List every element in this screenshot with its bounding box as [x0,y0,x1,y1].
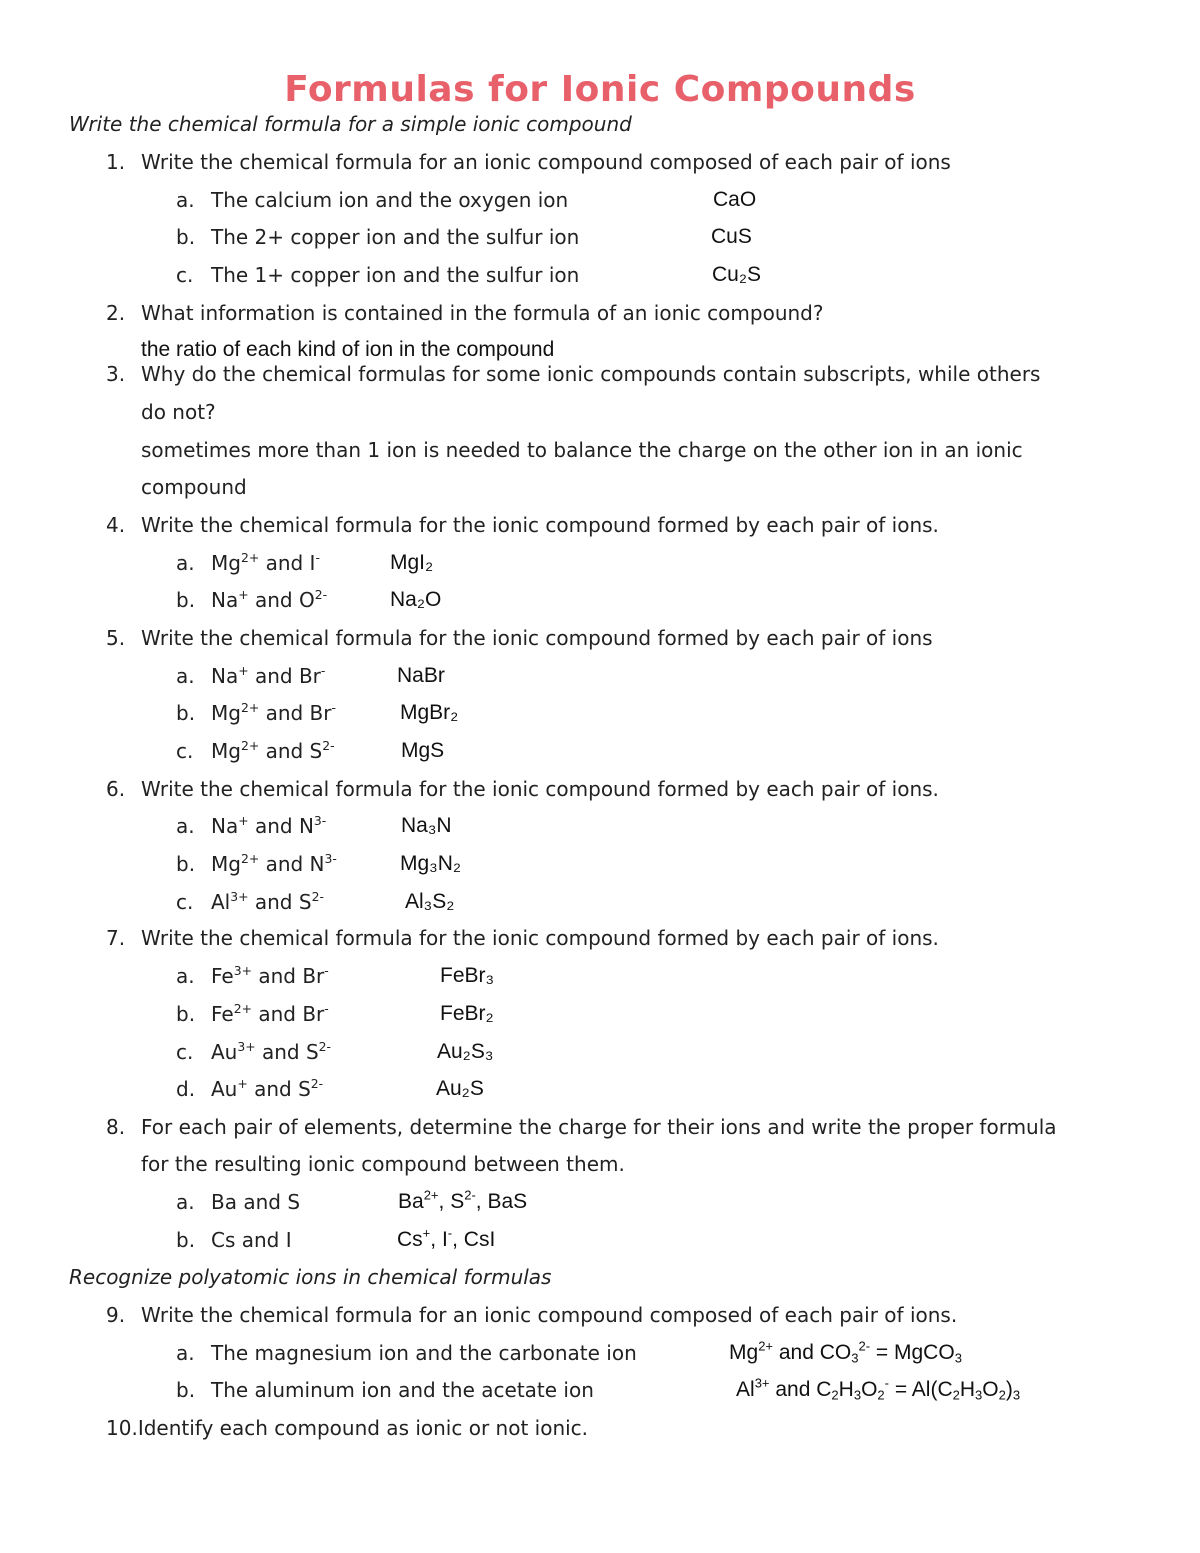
q7-item-c-prompt: $Au^{3+}$ and $S^{2-}$ [211,1038,332,1064]
q6-item-b-answer: Mg₃N₂ [400,852,462,875]
q5-item-c-answer: MgS [401,739,445,762]
q8-item-a-prompt: Ba and S [211,1190,301,1214]
q4-item-b-answer: Na₂O [390,588,442,611]
q4-item-a-answer: MgI₂ [390,551,434,574]
q6-item-a-prompt: Na+ and $N^{3-}$ [211,812,327,838]
question-2-answer: the ratio of each kind of ion in the compound [141,338,555,361]
q9-item-a-letter: a. [176,1341,195,1365]
q6-item-a-answer: Na₃N [401,814,452,837]
q4-item-a-prompt: $Mg^{2+}$ and I- [211,549,320,575]
q5-item-c-letter: c. [176,739,194,763]
q1-item-a-answer: CaO [713,188,757,211]
q7-item-d-letter: d. [176,1077,196,1101]
question-5-text: Write the chemical formula for the ionic compound formed by each pair of ions [141,626,933,650]
q8-item-b-letter: b. [176,1228,196,1252]
question-3-answer-line2: compound [141,475,247,499]
q9-item-a-prompt: The magnesium ion and the carbonate ion [211,1341,637,1365]
q1-item-c-letter: c. [176,263,194,287]
section-heading-polyatomic: Recognize polyatomic ions in chemical formulas [69,1265,552,1289]
q9-item-b-answer: $Al^{3+}$ and $C_2H_3O_2^- = Al(C_2H_3O_2)_3$ [736,1375,1021,1403]
q7-item-b-answer: FeBr₂ [440,1002,494,1025]
q7-item-d-prompt: Au+ and $S^{2-}$ [211,1075,324,1101]
q5-item-a-letter: a. [176,664,195,688]
q1-item-a-prompt: The calcium ion and the oxygen ion [211,188,569,212]
question-number-10: 10. [106,1416,138,1440]
q1-item-b-prompt: The 2+ copper ion and the sulfur ion [211,225,580,249]
q7-item-c-answer: Au₂S₃ [437,1040,494,1063]
question-number-6: 6. [106,777,126,801]
q4-item-b-prompt: Na+ and $O^{2-}$ [211,586,328,612]
q7-item-d-answer: Au₂S [436,1077,484,1100]
q1-item-b-answer: CuS [711,225,752,248]
q1-item-a-letter: a. [176,188,195,212]
q7-item-a-answer: FeBr₃ [440,964,495,987]
question-number-8: 8. [106,1115,126,1139]
page-title: Formulas for Ionic Compounds [284,69,916,110]
q5-item-b-answer: MgBr₂ [400,701,459,724]
q8-item-a-letter: a. [176,1190,195,1214]
q8-item-b-answer: Cs+, I-, CsI [397,1225,496,1251]
q6-item-b-prompt: $Mg^{2+}$ and $N^{3-}$ [211,850,337,876]
q7-item-a-prompt: $Fe^{3+}$ and Br- [211,962,329,988]
q1-item-b-letter: b. [176,225,196,249]
question-number-1: 1. [106,150,126,174]
q5-item-b-prompt: $Mg^{2+}$ and Br- [211,699,336,725]
question-8-text-line1: For each pair of elements, determine the charge for their ions and write the proper formula [141,1115,1057,1139]
q9-item-a-answer: $Mg^{2+}$ and $CO_3^{2-}$ = MgCO$_3$ [729,1338,962,1366]
question-number-9: 9. [106,1303,126,1327]
question-1-text: Write the chemical formula for an ionic compound composed of each pair of ions [141,150,951,174]
question-3-text-line2: do not? [141,400,216,424]
question-2-text: What information is contained in the formula of an ionic compound? [141,301,824,325]
q5-item-a-prompt: Na+ and Br- [211,662,326,688]
question-6-text: Write the chemical formula for the ionic compound formed by each pair of ions. [141,777,939,801]
q9-item-b-letter: b. [176,1378,196,1402]
question-number-4: 4. [106,513,126,537]
q7-item-a-letter: a. [176,964,195,988]
q5-item-a-answer: NaBr [397,664,445,687]
q1-item-c-answer: Cu₂S [712,263,762,286]
question-number-5: 5. [106,626,126,650]
question-4-text: Write the chemical formula for the ionic compound formed by each pair of ions. [141,513,939,537]
q7-item-c-letter: c. [176,1040,194,1064]
question-10 [106,1414,588,1442]
q6-item-c-prompt: $Al^{3+}$ and $S^{2-}$ [211,888,324,914]
q5-item-c-prompt: $Mg^{2+}$ and $S^{2-}$ [211,737,335,763]
q6-item-c-letter: c. [176,890,194,914]
q6-item-a-letter: a. [176,814,195,838]
question-number-2: 2. [106,301,126,325]
question-3-text-line1: Why do the chemical formulas for some ionic compounds contain subscripts, while others [141,362,1041,386]
q9-item-b-prompt: The aluminum ion and the acetate ion [211,1378,594,1402]
section-heading-simple-ionic: Write the chemical formula for a simple ionic compound [69,112,632,136]
question-7-text: Write the chemical formula for the ionic compound formed by each pair of ions. [141,926,939,950]
q4-item-a-letter: a. [176,551,195,575]
question-10-text: Identify each compound as ionic or not ionic. [137,1416,589,1440]
question-8-text-line2: for the resulting ionic compound between them. [141,1152,625,1176]
q6-item-b-letter: b. [176,852,196,876]
question-number-3: 3. [106,362,126,386]
question-3-answer-line1: sometimes more than 1 ion is needed to balance the charge on the other ion in an ionic [141,438,1023,462]
question-9-text: Write the chemical formula for an ionic compound composed of each pair of ions. [141,1303,958,1327]
q8-item-a-answer: $Ba^{2+}$, $S^{2-}$, BaS [398,1187,528,1213]
q1-item-c-prompt: The 1+ copper ion and the sulfur ion [211,263,580,287]
q4-item-b-letter: b. [176,588,196,612]
q8-item-b-prompt: Cs and I [211,1228,292,1252]
question-number-7: 7. [106,926,126,950]
q6-item-c-answer: Al₃S₂ [405,890,455,913]
q7-item-b-letter: b. [176,1002,196,1026]
q7-item-b-prompt: $Fe^{2+}$ and Br- [211,1000,329,1026]
q5-item-b-letter: b. [176,701,196,725]
